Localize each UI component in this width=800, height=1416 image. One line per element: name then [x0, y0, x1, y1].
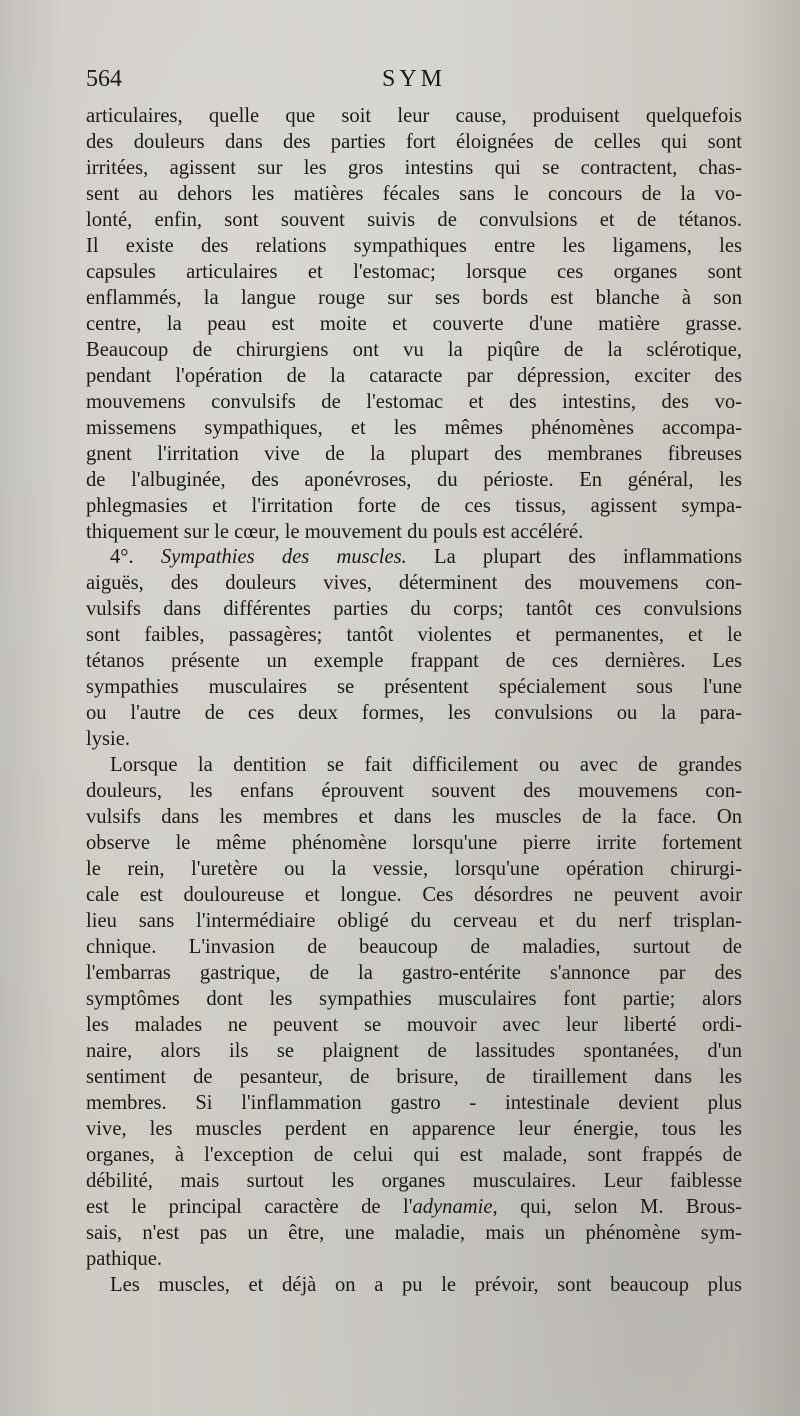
body-text: [86, 104, 742, 1299]
text-line: sais, n'est pas un être, une maladie, mais un phénomène sym-: [86, 1221, 742, 1244]
adynamie-term: adynamie: [412, 1195, 493, 1218]
section-heading-line: [86, 545, 742, 571]
text-line: les malades ne peuvent se mouvoir avec leur liberté ordi-: [86, 1013, 742, 1036]
text-line: vulsifs dans différentes parties du corps; tantôt ces convulsions: [86, 598, 742, 621]
text-line: articulaires, quelle que soit leur cause, produisent quelquefois: [86, 105, 742, 127]
text-line: ou l'autre de ces deux formes, les convulsions ou la para-: [86, 702, 742, 725]
text-line: des douleurs dans des parties fort éloignées de celles qui sont: [86, 130, 742, 153]
text-line: gnent l'irritation vive de la plupart des membranes fibreuses: [86, 442, 742, 465]
text-line: tétanos présente un exemple frappant de ces dernières. Les: [86, 650, 742, 673]
text-line: phlegmasies et l'irritation forte de ces tissus, agissent sympa-: [86, 494, 742, 517]
text-line: l'embarras gastrique, de la gastro-entérite s'annonce par des: [86, 961, 742, 984]
section-title: Sympathies des muscles.: [160, 546, 407, 569]
text-line: cale est douloureuse et longue. Ces désordres ne peuvent avoir: [86, 884, 742, 907]
section-text: La plupart des inflammations: [434, 546, 743, 569]
section-number: 4°.: [110, 546, 134, 569]
text-line: organes, à l'exception de celui qui est malade, sont frappés de: [86, 1143, 742, 1166]
text-line: membres. Si l'inflammation gastro - intestinale devient plus: [86, 1091, 742, 1114]
text-line: Lorsque la dentition se fait difficilement ou avec de grandes: [110, 754, 742, 777]
text-line: centre, la peau est moite et couverte d'une matière grasse.: [86, 312, 742, 335]
adynamie-line: [86, 1195, 742, 1221]
text-line: Beaucoup de chirurgiens ont vu la piqûre de la sclérotique,: [86, 338, 742, 361]
text-line: sympathies musculaires se présentent spécialement sous l'une: [86, 676, 742, 699]
text-line: aiguës, des douleurs vives, déterminent des mouvemens con-: [86, 572, 742, 595]
page-number: 564: [86, 66, 122, 92]
text-line: vulsifs dans les membres et dans les muscles de la face. On: [86, 806, 742, 829]
text-line: sent au dehors les matières fécales sans le concours de la vo-: [86, 182, 742, 205]
text-line: chnique. L'invasion de beaucoup de maladies, surtout de: [86, 936, 742, 958]
text-line: lonté, enfin, sont souvent suivis de convulsions et de tétanos.: [86, 208, 742, 231]
text-line: enflammés, la langue rouge sur ses bords est blanche à son: [86, 286, 742, 309]
text-line: irritées, agissent sur les gros intestins qui se contractent, chas-: [86, 156, 742, 179]
text-line: symptômes dont les sympathies musculaires font partie; alors: [86, 987, 742, 1010]
text-line: sont faibles, passagères; tantôt violentes et permanentes, et le: [86, 624, 742, 647]
text-line: thiquement sur le cœur, le mouvement du pouls est accéléré.: [86, 520, 584, 543]
text-line: mouvemens convulsifs de l'estomac et des intestins, des vo-: [86, 390, 742, 413]
adynamie-after: , qui, selon M. Brous-: [492, 1195, 743, 1218]
text-line: Les muscles, et déjà on a pu le prévoir, sont beaucoup plus: [110, 1273, 742, 1296]
text-line: missemens sympathiques, et les mêmes phénomènes accompa-: [86, 416, 742, 439]
text-line: lysie.: [86, 728, 131, 751]
adynamie-before: est le principal caractère de l': [86, 1195, 413, 1218]
text-line: naire, alors ils se plaignent de lassitudes spontanées, d'un: [86, 1039, 742, 1062]
text-line: pathique.: [86, 1247, 163, 1270]
text-line: débilité, mais surtout les organes musculaires. Leur faiblesse: [86, 1169, 742, 1192]
text-line: lieu sans l'intermédiaire obligé du cerveau et du nerf trisplan-: [86, 910, 742, 933]
text-line: de l'albuginée, des aponévroses, du périoste. En général, les: [86, 468, 742, 491]
text-line: observe le même phénomène lorsqu'une pierre irrite fortement: [86, 832, 742, 855]
running-head: SYM: [381, 66, 447, 92]
text-line: capsules articulaires et l'estomac; lorsque ces organes sont: [86, 260, 742, 283]
text-line: vive, les muscles perdent en apparence leur énergie, tous les: [86, 1117, 742, 1140]
text-line: pendant l'opération de la cataracte par dépression, exciter des: [86, 364, 742, 387]
text-line: le rein, l'uretère ou la vessie, lorsqu'une opération chirurgi-: [86, 858, 742, 881]
text-line: Il existe des relations sympathiques entre les ligamens, les: [86, 234, 742, 257]
page-header: [86, 66, 742, 100]
text-line: sentiment de pesanteur, de brisure, de tiraillement dans les: [86, 1065, 742, 1088]
text-line: douleurs, les enfans éprouvent souvent des mouvemens con-: [86, 780, 742, 803]
